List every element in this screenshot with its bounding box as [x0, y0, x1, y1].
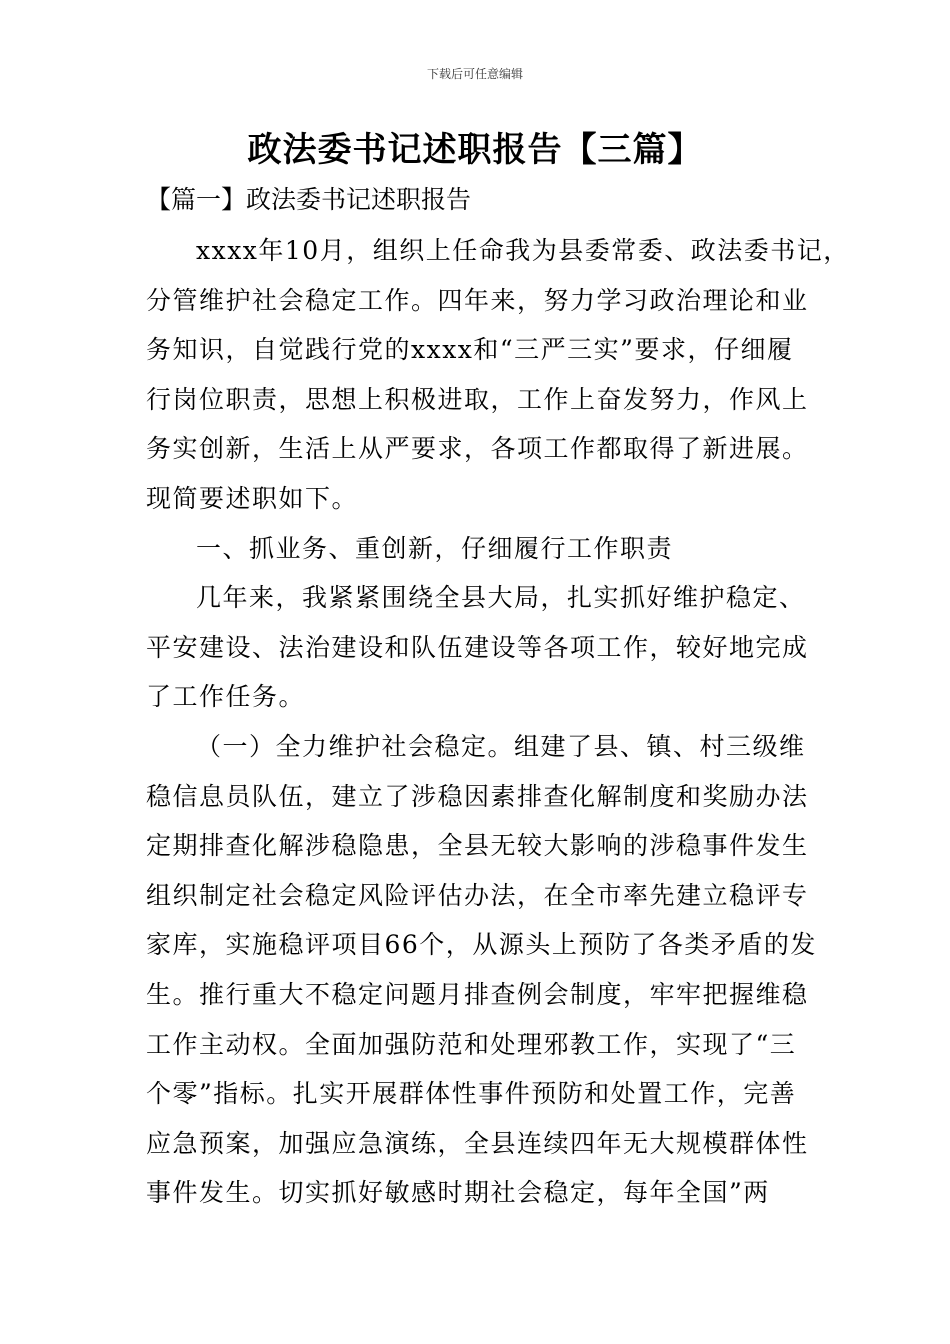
- paragraph-line: 个零”指标。扎实开展群体性事件预防和处置工作，完善: [146, 1079, 797, 1109]
- paragraph-line: 务实创新，生活上从严要求，各项工作都取得了新进展。: [146, 434, 809, 464]
- paragraph-line: 了工作任务。: [146, 682, 306, 712]
- body-text: [146, 226, 850, 1218]
- paragraph-line: 应急预案，加强应急演练，全县连续四年无大规模群体性: [146, 1128, 809, 1158]
- paragraph-line: 定期排查化解涉稳隐患，全县无较大影响的涉稳事件发生: [146, 831, 809, 861]
- header-note: 下载后可任意编辑: [426, 67, 523, 81]
- paragraph-line: 事件发生。切实抓好敏感时期社会稳定，每年全国”两: [146, 1178, 770, 1208]
- paragraph-line: 分管维护社会稳定工作。四年来，努力学习政治理论和业: [146, 285, 809, 315]
- paragraph-line: 行岗位职责，思想上积极进取，工作上奋发努力，作风上: [146, 384, 809, 414]
- paragraph-line: 工作主动权。全面加强防范和处理邪教工作，实现了“三: [146, 1029, 797, 1059]
- paragraph-line: 现简要述职如下。: [146, 483, 359, 513]
- subsection-heading: 一、抓业务、重创新，仔细履行工作职责: [196, 533, 674, 563]
- paragraph-line: 务知识，自觉践行党的xxxx和“三严三实”要求，仔细履: [146, 335, 794, 365]
- paragraph-line: （一）全力维护社会稳定。组建了县、镇、村三级维: [196, 731, 806, 761]
- paragraph-line: 稳信息员队伍，建立了涉稳因素排查化解制度和奖励办法: [146, 781, 809, 811]
- section-heading: 【篇一】政法委书记述职报告: [146, 185, 472, 214]
- paragraph-line: 组织制定社会稳定风险评估办法，在全市率先建立稳评专: [146, 880, 809, 910]
- paragraph-line: 生。推行重大不稳定问题月排查例会制度，牢牢把握维稳: [146, 979, 809, 1009]
- paragraph-line: 平安建设、法治建设和队伍建设等各项工作，较好地完成: [146, 632, 809, 662]
- paragraph-line: 家库，实施稳评项目66个，从源头上预防了各类矛盾的发: [146, 930, 817, 960]
- paragraph-line: 几年来，我紧紧围绕全县大局，扎实抓好维护稳定、: [196, 583, 806, 613]
- document-title: 政法委书记述职报告【三篇】: [247, 130, 703, 170]
- paragraph-line: xxxx年10月，组织上任命我为县委常委、政法委书记，: [196, 236, 850, 265]
